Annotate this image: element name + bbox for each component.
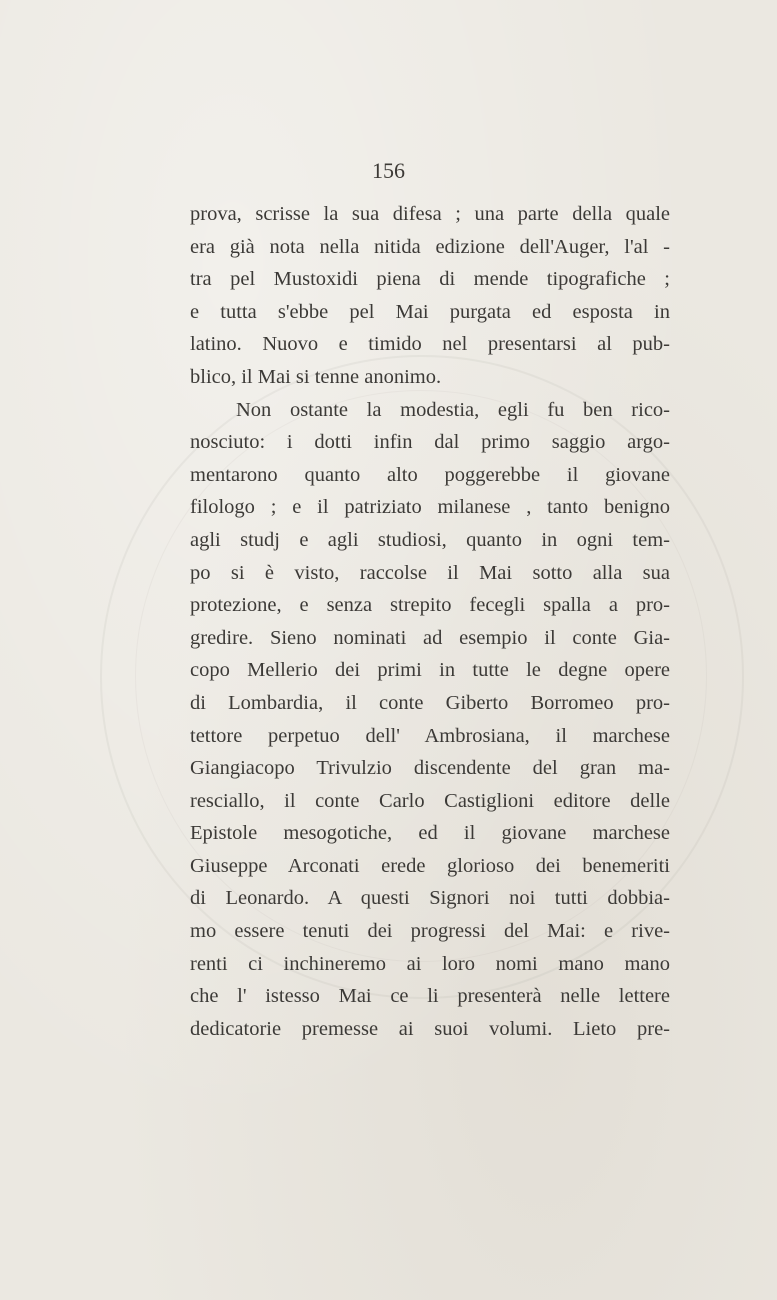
text-line: po si è visto, raccolse il Mai sotto alla sua [190, 561, 670, 584]
text-line: protezione, e senza strepito fecegli spalla a pro- [190, 594, 670, 617]
text-line: era già nota nella nitida edizione dell'Auger, l'al - [190, 235, 670, 258]
text-line: di Leonardo. A questi Signori noi tutti dobbia- [190, 887, 670, 910]
text-line: Epistole mesogotiche, ed il giovane marchese [190, 822, 670, 845]
text-line: blico, il Mai si tenne anonimo. [190, 365, 442, 388]
text-line: copo Mellerio dei primi in tutte le degne opere [190, 659, 670, 682]
text-line: tra pel Mustoxidi piena di mende tipografiche ; [190, 268, 670, 291]
text-line: agli studj e agli studiosi, quanto in ogni tem- [190, 528, 670, 551]
text-line: filologo ; e il patriziato milanese , tanto benigno [190, 496, 670, 519]
text-line: renti ci inchineremo ai loro nomi mano mano [190, 952, 670, 975]
page-number: 156 [372, 158, 405, 183]
text-line: mentarono quanto alto poggerebbe il giovane [190, 463, 670, 486]
text-line: tettore perpetuo dell' Ambrosiana, il marchese [190, 724, 670, 747]
text-line: che l' istesso Mai ce li presenterà nelle lettere [190, 985, 670, 1008]
text-line: Giuseppe Arconati erede glorioso dei benemeriti [190, 854, 670, 877]
text-line: mo essere tenuti dei progressi del Mai: e rive- [190, 920, 670, 943]
text-line: prova, scrisse la sua difesa ; una parte della quale [190, 203, 670, 225]
text-line: e tutta s'ebbe pel Mai purgata ed esposta in [190, 300, 670, 323]
text-line: latino. Nuovo e timido nel presentarsi al pub- [190, 333, 670, 356]
text-line: Non ostante la modestia, egli fu ben rico- [236, 398, 670, 421]
text-line: gredire. Sieno nominati ad esempio il conte Gia- [190, 626, 670, 649]
body-text [190, 198, 670, 1045]
text-line: nosciuto: i dotti infin dal primo saggio argo- [190, 431, 670, 454]
text-line: Giangiacopo Trivulzio discendente del gran ma- [190, 757, 670, 780]
text-line: resciallo, il conte Carlo Castiglioni editore delle [190, 789, 670, 812]
text-line: dedicatorie premesse ai suoi volumi. Lieto pre- [190, 1017, 670, 1040]
text-line: di Lombardia, il conte Giberto Borromeo pro- [190, 691, 670, 714]
